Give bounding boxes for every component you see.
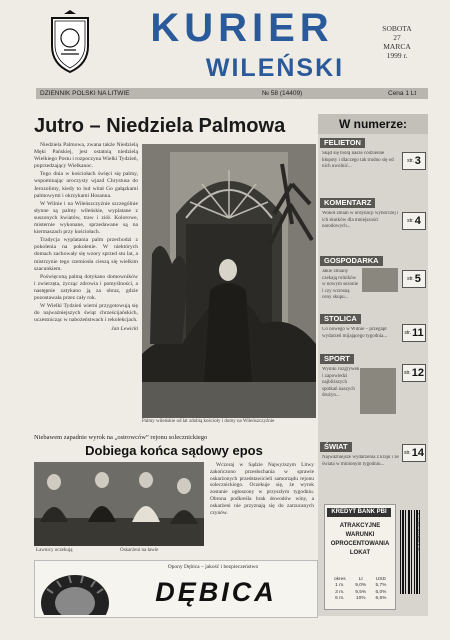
article-paragraph: Wczoraj w Sądzie Najwyższym Litwy zakończono przesłuchania w sprawie oskarżonych przedstawicieli samorządu rejonu solecznickiego. Oczekuje się, że wyrok zostanie ogłoszony w przyszłym tygodniu. Obrona podkreśla brak dowodów winy, a oskarżeni nie przyznają się do zarzucanych czynów. bbox=[210, 462, 314, 516]
table-row: 1 m. 9,0% 5,7% bbox=[335, 583, 387, 589]
price: Cena 1 Lt bbox=[388, 90, 417, 97]
section-komentarz bbox=[320, 198, 426, 256]
photo-caption-left: Ławnicy oczekują bbox=[36, 548, 73, 553]
bank-line: LOKAT bbox=[349, 550, 371, 556]
page-ref: $^{str.}$5 bbox=[402, 270, 426, 288]
contents-header: W numerze: bbox=[318, 114, 428, 134]
rates-table bbox=[329, 577, 391, 603]
page-number: 3 bbox=[414, 155, 421, 167]
page-number: 11 bbox=[412, 327, 424, 339]
tire-advertisement bbox=[34, 560, 318, 618]
section-sport bbox=[320, 354, 426, 436]
page-ref: $^{str.}$3 bbox=[402, 152, 426, 170]
date-month: MARCA bbox=[383, 42, 411, 51]
page-ref: $^{str.}$12 bbox=[402, 364, 426, 382]
bank-line: OPROCENTOWANIA bbox=[330, 541, 390, 547]
article-signature: Jan Lewicki bbox=[111, 326, 138, 333]
section-label: FELIETON bbox=[320, 138, 365, 148]
section-teaser: Skąd się biorą nasze codzienne kłopoty i dlaczego tak trudno się od nich uwolnić... bbox=[322, 151, 394, 169]
article-paragraph: Tradycja wyplatania palm przechodzi z pokolenia na pokolenie. W niektórych domach zachowały się wzory sprzed stu lat, a mistrzynie tego rzemiosła cieszą się wielkim szacunkiem. bbox=[34, 237, 138, 272]
courtroom-photo bbox=[34, 462, 204, 546]
athlete-thumbnail bbox=[360, 368, 396, 414]
story2-kicker: Niebawem zapadnie wyrok na „ostrowców” rejonu solecznickiego bbox=[34, 434, 208, 441]
ad-brand-logo: DĘBICA bbox=[155, 577, 277, 607]
section-label: ŚWIAT bbox=[320, 442, 352, 452]
story2-headline: Dobiega końca sądowy epos bbox=[85, 443, 263, 458]
lead-photo bbox=[142, 144, 316, 418]
lead-headline: Jutro – Niedziela Palmowa bbox=[34, 115, 286, 137]
section-label: SPORT bbox=[320, 354, 354, 364]
page-ref: $^{str.}$14 bbox=[402, 444, 426, 462]
ad-tagline: Opony Dębica – jakość i bezpieczeństwo bbox=[167, 564, 259, 570]
lead-photo-caption: Palmy wileńskie od lat zdobią kościoły i domy na Wileńszczyźnie bbox=[142, 419, 275, 424]
section-teaser: Jakie zmiany czekają rolników w nowym sezonie i czy wzrosną ceny skupu... bbox=[322, 269, 359, 300]
masthead-subtitle: WILEŃSKI bbox=[205, 54, 345, 82]
bank-line: ATRAKCYJNE bbox=[339, 523, 381, 529]
story2-text bbox=[210, 462, 314, 556]
section-swiat bbox=[320, 442, 426, 500]
lead-article-text bbox=[34, 142, 138, 430]
table-row: 6 m. 10% 6,5% bbox=[335, 596, 387, 602]
section-gospodarka bbox=[320, 256, 426, 314]
court-photo-image bbox=[34, 462, 204, 546]
section-label: STOLICA bbox=[320, 314, 361, 324]
page-number: 5 bbox=[414, 273, 421, 285]
section-teaser: Najważniejsze wydarzenia z kraju i ze świata w minionym tygodniu... bbox=[322, 455, 399, 467]
date-day: 27 bbox=[393, 33, 401, 42]
date-weekday: SOBOTA bbox=[382, 24, 412, 33]
article-paragraph: Tego dnia w kościołach święci się palmy, wspominając uroczysty wjazd Chrystusa do Jerozolimy, kiedy to lud witał Go gałązkami palmowymi i okrzykami Hosanna. bbox=[34, 171, 138, 199]
page-ref: $^{str.}$11 bbox=[402, 324, 426, 342]
article-paragraph: Niedziela Palmowa, zwana także Niedzielą Męki Pańskiej, jest ostatnią niedzielą Wielkiego Postu i rozpoczyna Wielki Tydzień, poprzedzający Wielkanoc. bbox=[34, 142, 138, 170]
date-year: 1999 r. bbox=[386, 51, 408, 60]
tagline: DZIENNIK POLSKI NA LITWIE bbox=[40, 90, 130, 97]
section-felieton bbox=[320, 138, 426, 198]
page-number: 14 bbox=[411, 447, 424, 459]
tire-icon bbox=[39, 563, 111, 615]
section-stolica bbox=[320, 314, 426, 354]
table-row: okres Lt USD bbox=[333, 577, 386, 582]
photo-caption-right: Oskarżeni na ławie bbox=[120, 548, 159, 553]
section-teaser: Wyniki rozgrywek i zapowiedzi najbliższych spotkań naszych drużyn... bbox=[322, 367, 360, 398]
house-thumbnail bbox=[362, 268, 398, 292]
barcode-digits: 4 770170 000258 bbox=[414, 512, 420, 551]
page-ref: $^{str.}$4 bbox=[402, 212, 426, 230]
article-paragraph: W Wielki Tydzień wierni przygotowują się do najważniejszych świąt chrześcijańskich, uczestnicząc w nabożeństwach i rekolekcjach. bbox=[34, 303, 138, 324]
article-paragraph: Poświęconą palmą dotykano domowników i zwierzęta, życząc zdrowia i pomyślności, a następnie zatykano ją za obraz, gdzie pozostawała przez cały rok. bbox=[34, 273, 138, 301]
section-teaser: Co nowego w Wilnie – przegląd wydarzeń mijającego tygodnia... bbox=[322, 327, 388, 339]
info-bar bbox=[36, 88, 428, 99]
crest-emblem bbox=[46, 10, 94, 74]
bank-name: KREDYT BANK PBI bbox=[327, 508, 391, 517]
bank-line: WARUNKI bbox=[345, 532, 375, 538]
bank-advertisement bbox=[324, 504, 396, 610]
page-number: 4 bbox=[414, 215, 421, 227]
section-label: KOMENTARZ bbox=[320, 198, 375, 208]
palm-sunday-photo bbox=[142, 144, 316, 418]
table-row: 3 m. 9,5% 6,0% bbox=[335, 589, 387, 595]
issue-number: № 58 (14409) bbox=[262, 90, 303, 97]
section-label: GOSPODARKA bbox=[320, 256, 383, 266]
masthead bbox=[0, 0, 450, 92]
section-teaser: Wokół zmian w ordynacji wyborczej i ich skutków dla mniejszości narodowych... bbox=[322, 211, 399, 229]
masthead-title: KURIER bbox=[150, 6, 334, 50]
page-number: 12 bbox=[411, 367, 424, 379]
issue-date bbox=[372, 24, 422, 60]
article-paragraph: W Wilnie i na Wileńszczyźnie szczególnie słynne są palmy wileńskie, wyplatane z suszonych kwiatów, traw i ziół. Kolorowe, misternie wykonane, sprzedawane są na kiermaszach przy kościołach. bbox=[34, 200, 138, 236]
